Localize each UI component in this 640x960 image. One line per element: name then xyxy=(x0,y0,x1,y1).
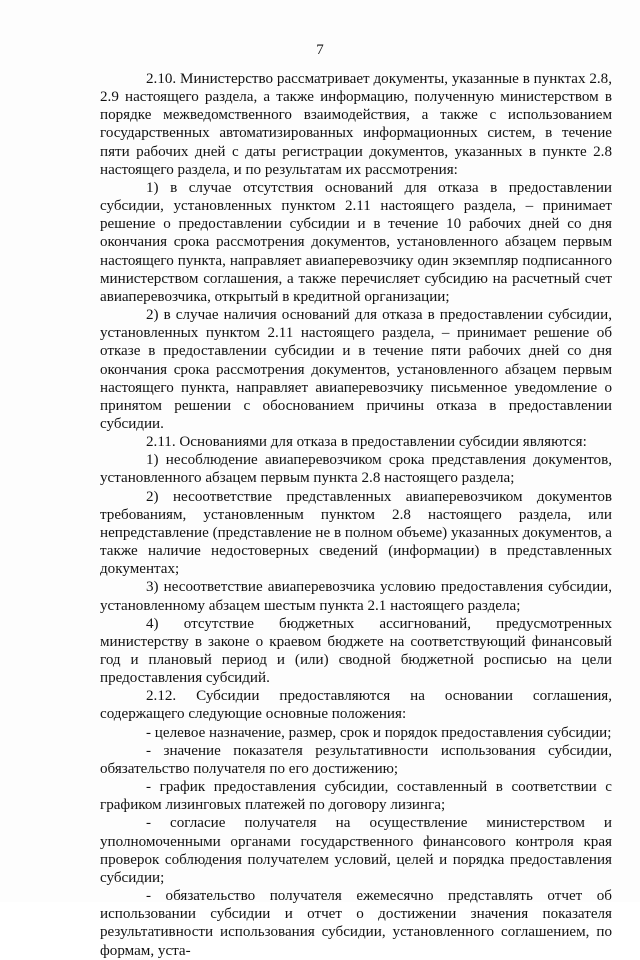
paragraph-2-10-item-2: 2) в случае наличия оснований для отказа в предоставлении субсидии, установленных пунктом 2.11 настоящего раздела, – принимает решение об отказе в предоставлении субсидии и в течение пяти рабочих дней со дня окончания срока рассмотрения документов, установленного абзацем первым настоящего пункта, направляет авиаперевозчику письменное уведомление о принятом решении с обоснованием причины отказа в предоставлении субсидии. xyxy=(100,307,612,432)
paragraph-2-11-item-4: 4) отсутствие бюджетных ассигнований, предусмотренных министерству в законе о краевом бюджете на соответствующий финансовый год и плановый период и (или) сводной бюджетной росписью на цели предоставления субсидий. xyxy=(100,615,612,687)
page-number: 7 xyxy=(316,42,324,58)
paragraph-2-10: 2.10. Министерство рассматривает документы, указанные в пунктах 2.8, 2.9 настоящего раздела, а также информацию, полученную министерством в порядке межведомственного взаимодействия, а также с использованием государственных автоматизированных информационных систем, в течение пяти рабочих дней с даты регистрации документов, указанных в пункте 2.8 настоящего раздела, и по результатам их рассмотрения: xyxy=(100,71,612,178)
paragraph-2-10-item-1: 1) в случае отсутствия оснований для отказа в предоставлении субсидии, установленных пунктом 2.11 настоящего раздела, – принимает решение о предоставлении субсидии и в течение 10 рабочих дней со дня окончания срока рассмотрения документов, установленного абзацем первым настоящего пункта, направляет авиаперевозчику один экземпляр подписанного министерством соглашения, а также перечисляет субсидию на расчетный счет авиаперевозчика, открытый в кредитной организации; xyxy=(100,179,612,305)
paragraph-2-11-item-2: 2) несоответствие представленных авиаперевозчиком документов требованиям, установленным пунктом 2.8 настоящего раздела, или непредставление (представление не в полном объеме) указанных документов, а также наличие недостоверных сведений (информации) в представленных документах; xyxy=(100,488,612,578)
paragraph-2-12: 2.12. Субсидии предоставляются на основании соглашения, содержащего следующие основные положения: xyxy=(100,688,612,723)
paragraph-2-12-bullet-3: - график предоставления субсидии, составленный в соответствии с графиком лизинговых платежей по договору лизинга; xyxy=(100,779,612,814)
paragraph-2-12-bullet-4: - согласие получателя на осуществление министерством и уполномоченными органами государственного финансового контроля края проверок соблюдения получателем условий, целей и порядка предоставления субсидии; xyxy=(100,815,612,886)
paragraph-2-11: 2.11. Основаниями для отказа в предоставлении субсидии являются: xyxy=(146,434,587,451)
paragraph-2-12-bullet-5: - обязательство получателя ежемесячно представлять отчет об использовании субсидии и отчет о достижении значения показателя результативности использования субсидии, установленного соглашением, по формам, уста- xyxy=(100,888,612,959)
paragraph-2-12-bullet-1: - целевое назначение, размер, срок и порядок предоставления субсидии; xyxy=(146,724,612,741)
document-body xyxy=(100,70,612,960)
paragraph-2-11-item-1: 1) несоблюдение авиаперевозчиком срока представления документов, установленного абзацем первым пункта 2.8 настоящего раздела; xyxy=(100,452,612,487)
paragraph-2-11-item-3: 3) несоответствие авиаперевозчика условию предоставления субсидии, установленному абзацем шестым пункта 2.1 настоящего раздела; xyxy=(100,579,612,614)
paragraph-2-12-bullet-2: - значение показателя результативности использования субсидии, обязательство получателя по его достижению; xyxy=(100,742,612,777)
